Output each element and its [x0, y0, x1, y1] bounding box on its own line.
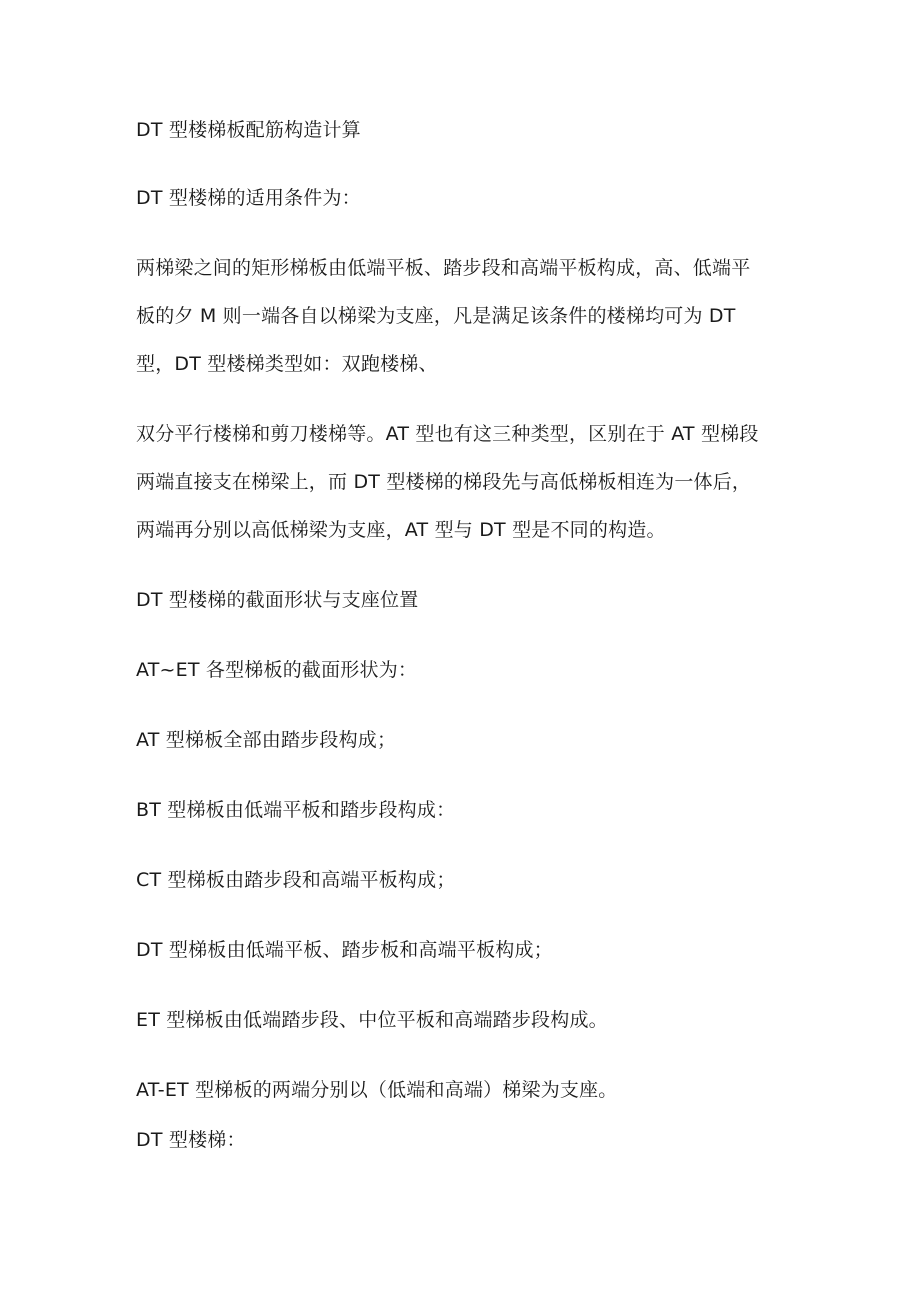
section-heading: DT 型楼梯的截面形状与支座位置 — [136, 589, 419, 611]
document-title: DT 型楼梯板配筋构造计算 — [136, 119, 361, 141]
text-line: AT-ET 型梯板的两端分别以（低端和高端）梯梁为支座。 — [136, 1079, 618, 1101]
text-line: DT 型楼梯： — [136, 1129, 246, 1151]
text-line: DT 型楼梯的适用条件为： — [136, 187, 361, 209]
text-line: 双分平行楼梯和剪刀楼梯等。AT 型也有这三种类型，区别在于 AT 型梯段 — [136, 423, 759, 445]
text-line: DT 型梯板由低端平板、踏步板和高端平板构成； — [136, 939, 553, 961]
text-line: 两端直接支在梯梁上，而 DT 型楼梯的梯段先与高低梯板相连为一体后， — [136, 471, 752, 493]
text-line: 板的夕 M 则一端各自以梯梁为支座，凡是满足该条件的楼梯均可为 DT — [136, 305, 736, 327]
text-line: AT~ET 各型梯板的截面形状为： — [136, 659, 418, 681]
text-line: AT 型梯板全部由踏步段构成； — [136, 729, 397, 751]
text-line: BT 型梯板由低端平板和踏步段构成： — [136, 799, 456, 821]
text-line: 两梯梁之间的矩形梯板由低端平板、踏步段和高端平板构成，高、低端平 — [136, 257, 751, 279]
text-line: CT 型梯板由踏步段和高端平板构成； — [136, 869, 456, 891]
text-line: ET 型梯板由低端踏步段、中位平板和高端踏步段构成。 — [136, 1009, 608, 1031]
text-line: 两端再分别以高低梯梁为支座，AT 型与 DT 型是不同的构造。 — [136, 519, 666, 541]
text-line: 型，DT 型楼梯类型如：双跑楼梯、 — [136, 353, 438, 375]
